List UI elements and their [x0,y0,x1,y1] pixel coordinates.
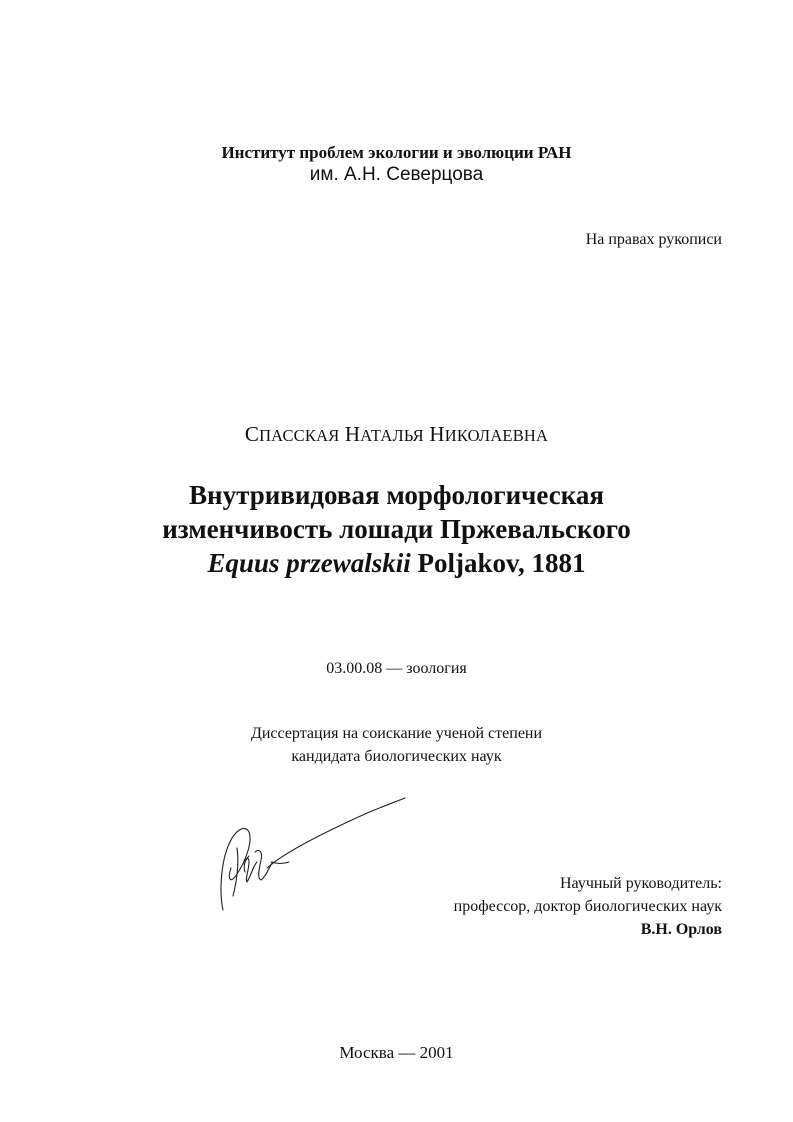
title-line-2: изменчивость лошади Пржевальского [162,514,631,544]
author-patronymic: НИКОЛАЕВНА [429,422,549,446]
rights-notice: На правах рукописи [585,231,722,248]
advisor-label: Научный руководитель: [559,875,722,892]
degree-statement [0,722,793,768]
degree-statement-line-1: Диссертация на соискание ученой степени [250,725,543,742]
species-name: Equus przewalskii [207,548,411,578]
institute-subtitle: им. А.Н. Северцова [309,164,484,185]
institute-name: Институт проблем экологии и эволюции РАН [221,143,572,162]
author-surname: СПАССКАЯ [244,422,340,446]
species-authority: Poljakov, 1881 [417,548,586,578]
degree-statement-line-2: кандидата биологических наук [291,748,502,765]
author-first-name: НАТАЛЬЯ [344,422,424,446]
author-name [0,422,793,447]
scientific-advisor [454,872,722,941]
advisor-name: В.Н. Орлов [640,921,722,938]
handwritten-signature [215,792,415,917]
city-year: Москва — 2001 [339,1043,454,1062]
dissertation-title [0,478,793,580]
specialty-code: 03.00.08 — зоология [326,660,467,677]
advisor-degree: профессор, доктор биологических наук [453,898,722,915]
title-line-3 [0,546,793,580]
title-line-1: Внутривидовая морфологическая [189,480,604,510]
